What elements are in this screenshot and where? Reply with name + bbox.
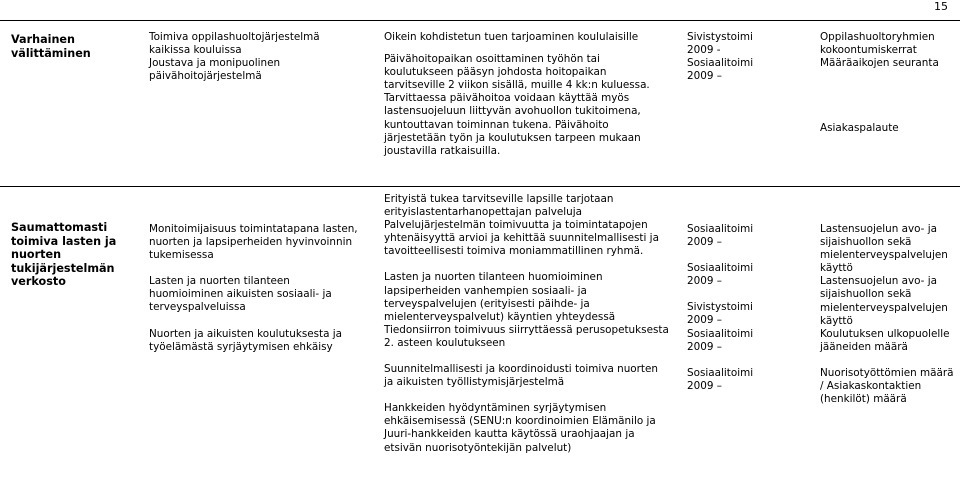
row1-heading: Varhainen välittäminen [11,33,91,60]
row2-indicator: Lastensuojelun avo- ja sijaishuollon sekä mielenterveyspalvelujen käyttö [820,223,948,275]
row2-action: Hankkeiden hyödyntäminen syrjäytymisen ehkäisemisessä (SENU:n koordinoimien Elämänilo ja Juuri-hankkeiden kautta käytössä uraohjaajan ja etsivän nuorisotyöntekijän palvelut) [384,402,656,454]
row1-indicators [820,31,955,135]
row2-responsible-item: Sosiaalitoimi 2009 – [687,366,754,392]
row2-goal: Lasten ja nuorten tilanteen huomioiminen aikuisten sosiaali- ja terveyspalveluissa [149,275,332,314]
row2-indicator: Nuorisotyöttömien määrä / Asiakaskontaktien (henkilöt) määrä [820,366,954,406]
row2-responsible-item: Sosiaalitoimi 2009 – [687,262,754,288]
row1-indicator: Määräaikojen seuranta [820,57,939,70]
row2-indicator: Lastensuojelun avo- ja sijaishuollon sekä mielenterveyspalvelujen käyttö [820,275,948,327]
row2-goal: Nuorten ja aikuisten koulutuksesta ja työelämästä syrjäytymisen ehkäisy [149,327,343,353]
row1-responsible-item: Sivistystoimi 2009 - [687,31,753,57]
row1-indicator: Oppilashuoltoryhmien kokoontumiskerrat [820,31,935,57]
row2-action: Lasten ja nuorten tilanteen huomioiminen lapsiperheiden vanhempien sosiaali- ja terveyspalvelujen (erityisesti päihde- ja mielenterveyspalvelut) käyntien yhteydessä [384,271,616,323]
row2-goals [149,223,359,354]
row2-responsible-item: Sosiaalitoimi 2009 – [687,223,754,249]
row-divider [0,186,960,187]
page-number: 15 [934,0,948,13]
row2-actions [384,193,669,455]
row2-action: Suunnitelmallisesti ja koordinoidusti toimiva nuorten ja aikuisten työllistymisjärjestelmä [384,363,658,389]
row1-goals [149,31,349,83]
row1-responsible [687,31,767,83]
top-rule [0,20,960,21]
row2-goal: Monitoimijaisuus toimintatapana lasten, nuorten ja lapsiperheiden hyvinvoinnin tukemisessa [149,223,358,262]
row1-goal: Toimiva oppilashuoltojärjestelmä kaikissa kouluissa [149,31,320,57]
row2-responsible-item: Sosiaalitoimi 2009 – [687,327,754,353]
row1-goal: Joustava ja monipuolinen päivähoitojärjestelmä [149,57,281,83]
row2-responsible-item: Sivistystoimi 2009 – [687,301,753,327]
row2-indicators [820,223,955,406]
row2-action: Tiedonsiirron toimivuus siirryttäessä perusopetuksesta 2. asteen koulutukseen [384,323,669,349]
row2-indicator: Koulutuksen ulkopuolelle jääneiden määrä [820,327,950,353]
row1-action: Päivähoitopaikan osoittaminen työhön tai koulutukseen pääsyn johdosta hoitopaikan tarvitseville 2 viikon sisällä, muille 4 kk:n kuluessa. Tarvittaessa päivähoitoa voidaan käyttää myös lastensuojeluun liittyvän avohuollon tukitoimena, kuntouttavan toiminnan tukena. Päivähoito järjestetään työn ja koulutuksen tarpeen mukaan joustavilla ratkaisuilla. [384,53,650,157]
row2-action: Palvelujärjestelmän toimivuutta ja toimintatapojen yhtenäisyyttä arvioi ja kehittää suunnitelmallisesti ja tavoitteellisesti toimiva moniammatillinen ryhmä. [384,219,659,258]
row2-heading: Saumattomasti toimiva lasten ja nuorten tukijärjestelmän verkosto [11,221,117,289]
row2-responsible [687,223,767,393]
row1-indicator: Asiakaspalaute [820,122,899,135]
row1-responsible-item: Sosiaalitoimi 2009 – [687,57,754,83]
row1-action: Oikein kohdistetun tuen tarjoaminen koululaisille [384,31,639,43]
row1-actions [384,31,664,158]
row2-action: Erityistä tukea tarvitseville lapsille tarjotaan erityislastentarhanopettajan palveluja [384,193,614,219]
